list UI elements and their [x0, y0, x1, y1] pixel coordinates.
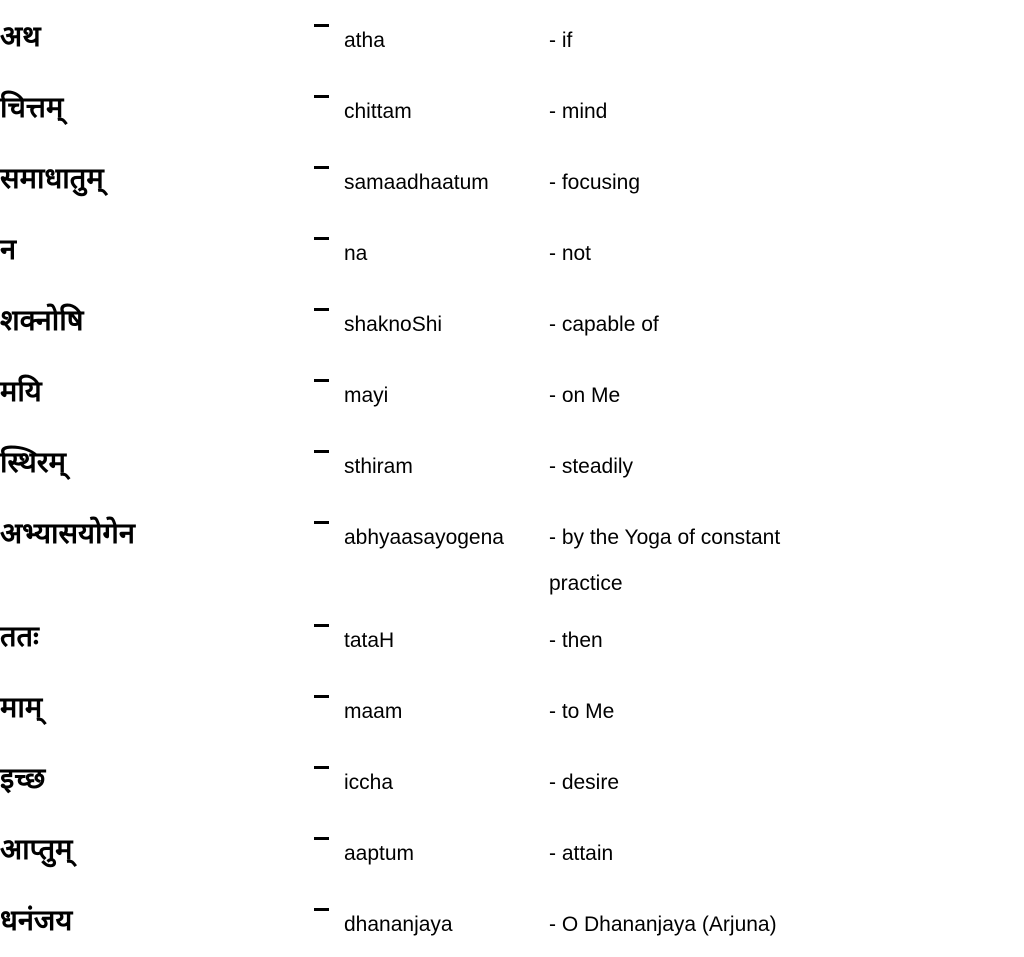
- sanskrit-word: न: [0, 232, 17, 266]
- sanskrit-word: मयि: [0, 374, 42, 408]
- sanskrit-word: इच्छ: [0, 761, 46, 795]
- glossary-row: [0, 497, 1024, 600]
- dash-separator: [314, 450, 329, 453]
- meaning: - then: [549, 629, 603, 652]
- meaning: - steadily: [549, 455, 634, 478]
- dash-separator: [314, 837, 329, 840]
- meaning: - capable of: [549, 313, 659, 336]
- glossary-row: [0, 0, 1024, 71]
- glossary-row: [0, 813, 1024, 884]
- glossary-row: [0, 600, 1024, 671]
- sanskrit-word: समाधातुम्: [0, 161, 104, 195]
- glossary-row: [0, 671, 1024, 742]
- transliteration: tataH: [344, 629, 395, 652]
- transliteration: mayi: [344, 384, 389, 407]
- meaning: - if: [549, 29, 573, 52]
- transliteration: dhananjaya: [344, 913, 453, 936]
- sanskrit-word: आप्तुम्: [0, 832, 73, 866]
- transliteration: chittam: [344, 100, 412, 123]
- meaning: - O Dhananjaya (Arjuna): [549, 913, 777, 936]
- meaning: - on Me: [549, 384, 621, 407]
- glossary-row: [0, 884, 1024, 955]
- glossary-row: [0, 355, 1024, 426]
- transliteration: atha: [344, 29, 385, 52]
- meaning: - mind: [549, 100, 608, 123]
- sanskrit-word: अभ्यासयोगेन: [0, 516, 135, 550]
- dash-separator: [314, 766, 329, 769]
- meaning: - to Me: [549, 700, 615, 723]
- dash-separator: [314, 166, 329, 169]
- meaning: - not: [549, 242, 592, 265]
- dash-separator: [314, 237, 329, 240]
- transliteration: iccha: [344, 771, 394, 794]
- transliteration: abhyaasayogena: [344, 526, 504, 549]
- meaning: - by the Yoga of constant practice: [549, 526, 781, 595]
- dash-separator: [314, 308, 329, 311]
- sanskrit-word: अथ: [0, 19, 41, 53]
- dash-separator: [314, 695, 329, 698]
- dash-separator: [314, 379, 329, 382]
- glossary-row: [0, 284, 1024, 355]
- glossary-row: [0, 213, 1024, 284]
- transliteration: sthiram: [344, 455, 413, 478]
- glossary-row: [0, 742, 1024, 813]
- transliteration: maam: [344, 700, 403, 723]
- glossary-row: [0, 71, 1024, 142]
- sanskrit-word: धनंजय: [0, 903, 73, 937]
- transliteration: aaptum: [344, 842, 415, 865]
- sanskrit-word: शक्नोषि: [0, 303, 84, 337]
- meaning: - focusing: [549, 171, 641, 194]
- sanskrit-word: चित्तम्: [0, 90, 64, 124]
- glossary-row: [0, 142, 1024, 213]
- sanskrit-word: ततः: [0, 619, 39, 653]
- meaning: - attain: [549, 842, 614, 865]
- sanskrit-word: माम्: [0, 690, 43, 724]
- dash-separator: [314, 24, 329, 27]
- sanskrit-word: स्थिरम्: [0, 445, 66, 479]
- dash-separator: [314, 624, 329, 627]
- transliteration: shaknoShi: [344, 313, 443, 336]
- meaning: - desire: [549, 771, 620, 794]
- transliteration: samaadhaatum: [344, 171, 489, 194]
- transliteration: na: [344, 242, 368, 265]
- dash-separator: [314, 95, 329, 98]
- glossary-row: [0, 426, 1024, 497]
- dash-separator: [314, 521, 329, 524]
- dash-separator: [314, 908, 329, 911]
